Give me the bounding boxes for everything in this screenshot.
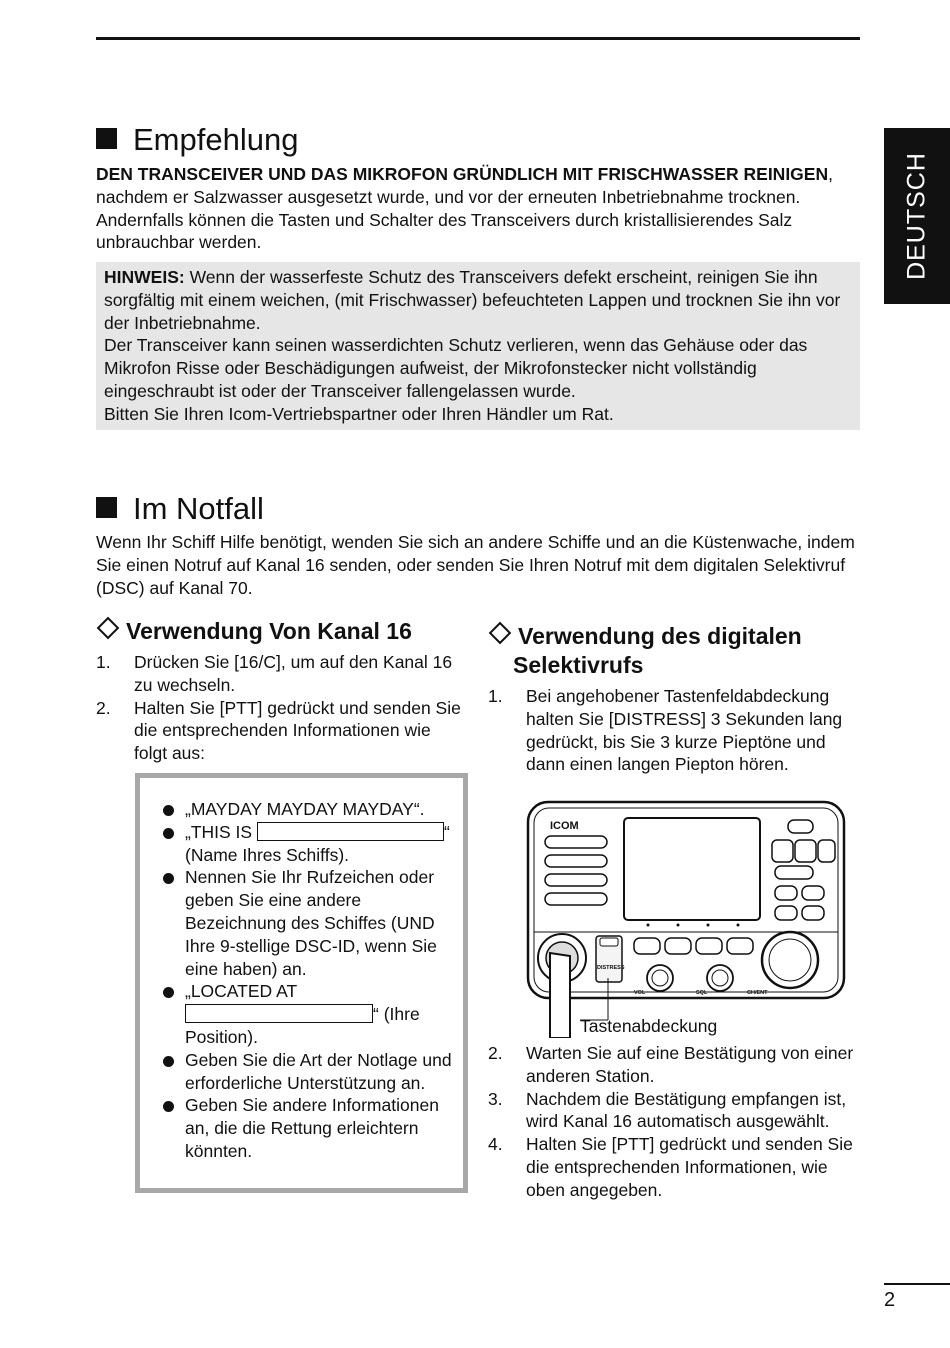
transceiver-illustration bbox=[520, 798, 850, 1038]
page-number: 2 bbox=[884, 1289, 896, 1311]
note-box bbox=[96, 262, 860, 430]
list-item bbox=[160, 866, 460, 980]
page-number-rule bbox=[884, 1283, 950, 1285]
diamond-bullet-icon bbox=[489, 622, 512, 645]
device-vol-label: VOL bbox=[634, 990, 646, 996]
heading-dsc-line2: Selektivrufs bbox=[513, 652, 644, 678]
bullet-dot-icon bbox=[163, 873, 174, 884]
bullet-dot-icon bbox=[163, 1101, 174, 1112]
section-title-empfehlung bbox=[96, 122, 298, 158]
bullet-text: Position). bbox=[185, 1026, 258, 1047]
emergency-intro: Wenn Ihr Schiff Hilfe benötigt, wenden Sie sich an andere Schiffe und an die Küstenwache, indem Sie einen Notruf auf Kanal 16 senden, oder senden Sie Ihren Notruf mit dem digitalen Selektivruf (DSC) auf Kanal 70. bbox=[96, 532, 855, 598]
bullet-dot-icon bbox=[163, 987, 174, 998]
step-number: 4. bbox=[488, 1134, 503, 1155]
list-item bbox=[488, 1133, 863, 1201]
step-number: 1. bbox=[96, 652, 111, 672]
list-item bbox=[96, 697, 468, 765]
note-label: HINWEIS: bbox=[104, 267, 185, 287]
dsc-steps-after bbox=[488, 1042, 863, 1202]
bullet-text: „LOCATED AT bbox=[185, 981, 298, 1002]
device-brand: ICOM bbox=[550, 820, 579, 832]
step-text: Bei angehobener Tastenfeldabdeckung halten Sie [DISTRESS] 3 Sekunden lang gedrückt, bis Sie 3 kurze Pieptöne und dann einen langen Piepton hören. bbox=[526, 686, 843, 775]
note-text-2: Der Transceiver kann seinen wasserdichten Schutz verlieren, wenn das Gehäuse oder das Mikrofon Risse oder Beschädigungen aufweist, der Mikrofonstecker nicht vollständig eingeschraubt ist oder der Transceiver fallengelassen wurde. bbox=[104, 335, 808, 401]
list-item bbox=[488, 685, 863, 776]
dsc-steps-first bbox=[488, 685, 863, 776]
list-item bbox=[160, 980, 460, 1048]
list-item bbox=[96, 651, 468, 697]
bullet-dot-icon bbox=[163, 1056, 174, 1067]
bullet-text: Nennen Sie Ihr Rufzeichen oder geben Sie eine andere Bezeichnung des Schiffes (UND Ihre 9-stellige DSC-ID, wenn Sie eine haben) an. bbox=[185, 867, 437, 979]
language-tab bbox=[884, 128, 950, 304]
note-text-1: Wenn der wasserfeste Schutz des Transceivers defekt erscheint, reinigen Sie ihn sorgfältig mit einem weichen, (mit Frischwasser) befeuchteten Lappen und trocknen Sie ihn vor der Inbetriebnahme. bbox=[104, 267, 841, 333]
mayday-bullet-list bbox=[160, 798, 460, 1163]
step-text: Halten Sie [PTT] gedrückt und senden Sie die entsprechenden Informationen wie folgt aus: bbox=[134, 697, 461, 764]
heading-channel-16 bbox=[96, 617, 412, 646]
recommendation-paragraph bbox=[96, 163, 866, 254]
heading-dsc bbox=[488, 622, 868, 680]
bullet-text: Geben Sie die Art der Notlage und erforderliche Unterstützung an. bbox=[185, 1049, 452, 1093]
section-title-text: Empfehlung bbox=[133, 122, 299, 157]
recommendation-text: , nachdem er Salzwasser ausgesetzt wurde, und vor der erneuten Inbetriebnahme trocknen. Andernfalls können die Tasten und Schalter des Transceivers durch kristallisierendes Salz unbrauchbar werden. bbox=[96, 164, 833, 253]
note-text-3: Bitten Sie Ihren Icom-Vertriebspartner oder Ihren Händler um Rat. bbox=[104, 403, 614, 424]
device-ch-ent-label: CH/ENT bbox=[747, 990, 768, 996]
language-tab-label: DEUTSCH bbox=[902, 152, 931, 280]
step-number: 3. bbox=[488, 1088, 503, 1109]
mayday-message-box bbox=[135, 773, 468, 1193]
device-distress-label: DISTRESS bbox=[597, 965, 625, 971]
top-rule bbox=[96, 37, 860, 40]
recommendation-bold: DEN TRANSCEIVER UND DAS MIKROFON GRÜNDLICH MIT FRISCHWASSER REINIGEN bbox=[96, 164, 829, 184]
ship-name-blank bbox=[257, 822, 444, 841]
step-text: Nachdem die Bestätigung empfangen ist, wird Kanal 16 automatisch ausgewählt. bbox=[526, 1088, 847, 1132]
step-number: 1. bbox=[488, 686, 503, 706]
section-title-notfall bbox=[96, 491, 264, 527]
bullet-text: „MAYDAY MAYDAY MAYDAY“. bbox=[185, 799, 425, 819]
channel-16-steps bbox=[96, 651, 468, 765]
bullet-text: (Name Ihres Schiffs). bbox=[185, 844, 350, 865]
heading-dsc-line1: Verwendung des digitalen bbox=[518, 623, 802, 649]
heading-channel-16-text: Verwendung Von Kanal 16 bbox=[126, 618, 412, 644]
section-title-text: Im Notfall bbox=[133, 491, 264, 526]
bullet-dot-icon bbox=[163, 805, 174, 816]
bullet-text: “ (Ihre bbox=[373, 1004, 420, 1025]
list-item bbox=[160, 1094, 460, 1162]
list-item bbox=[488, 1088, 863, 1134]
bullet-text: “ bbox=[443, 821, 450, 842]
diamond-bullet-icon bbox=[97, 617, 120, 640]
key-cover-callout: Tastenabdeckung bbox=[580, 1016, 718, 1036]
square-bullet-icon bbox=[96, 497, 117, 518]
list-item bbox=[160, 821, 460, 867]
square-bullet-icon bbox=[96, 128, 117, 149]
bullet-dot-icon bbox=[163, 828, 174, 839]
device-sql-label: SQL bbox=[696, 990, 708, 996]
step-text: Halten Sie [PTT] gedrückt und senden Sie die entsprechenden Informationen, wie oben angegeben. bbox=[526, 1134, 853, 1200]
list-item bbox=[160, 1049, 460, 1095]
position-blank bbox=[185, 1004, 373, 1023]
step-number: 2. bbox=[488, 1043, 503, 1063]
list-item bbox=[488, 1042, 863, 1088]
note-line-1 bbox=[104, 266, 853, 334]
step-number: 2. bbox=[96, 697, 111, 718]
step-text: Warten Sie auf eine Bestätigung von einer anderen Station. bbox=[526, 1043, 854, 1086]
list-item bbox=[160, 798, 460, 821]
step-text: Drücken Sie [16/C], um auf den Kanal 16 zu wechseln. bbox=[134, 652, 453, 695]
bullet-text: Geben Sie andere Informationen an, die die Rettung erleichtern könnten. bbox=[185, 1095, 439, 1161]
bullet-text: „THIS IS bbox=[185, 821, 257, 842]
